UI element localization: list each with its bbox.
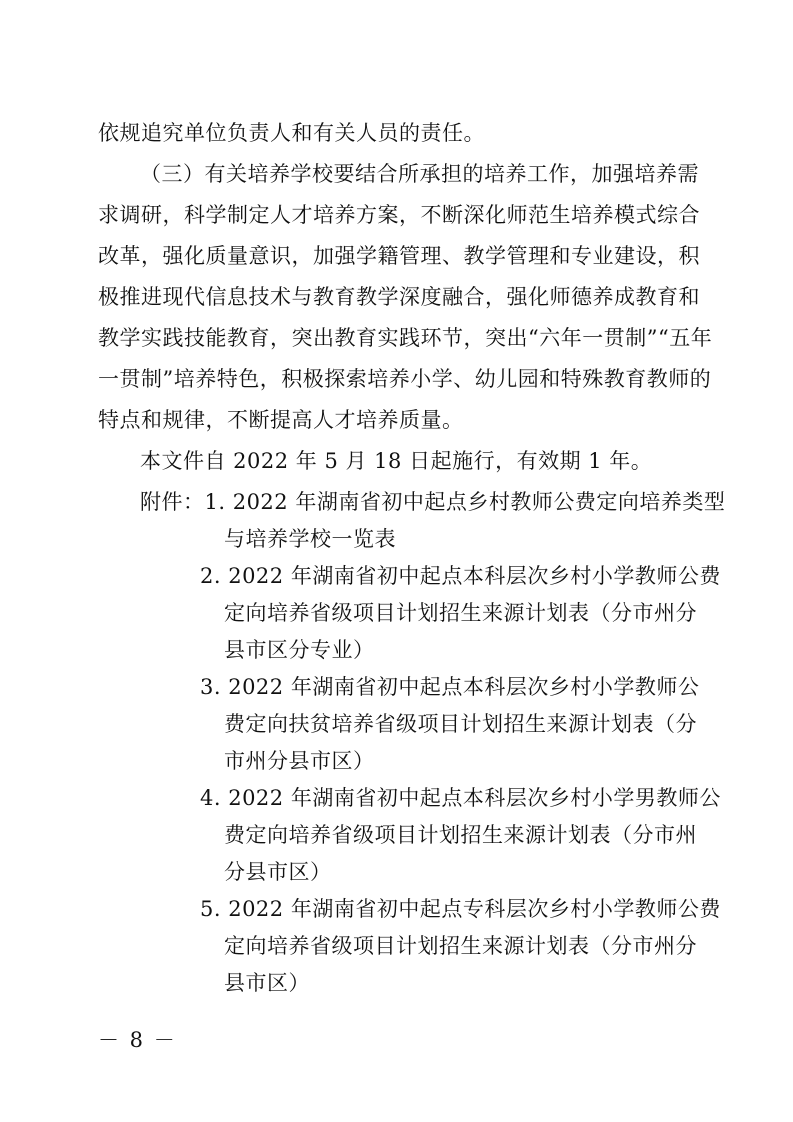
body-line-1: 依规追究单位负责人和有关人员的责任。 bbox=[98, 121, 485, 145]
attachment-line-2: 与培养学校一览表 bbox=[224, 527, 396, 551]
attachment-line-9: 4. 2022 年湖南省初中起点本科层次乡村小学男教师公 bbox=[200, 786, 721, 810]
attachment-line-7: 费定向扶贫培养省级项目计划招生来源计划表（分 bbox=[224, 712, 697, 736]
attachment-line-12: 5. 2022 年湖南省初中起点专科层次乡村小学教师公费 bbox=[200, 897, 721, 921]
effective-date-line: 本文件自 2022 年 5 月 18 日起施行，有效期 1 年。 bbox=[140, 449, 653, 473]
attachment-line-14: 县市区） bbox=[224, 971, 310, 995]
attachment-line-4: 定向培养省级项目计划招生来源计划表（分市州分 bbox=[224, 601, 697, 625]
attachment-line-8: 市州分县市区） bbox=[224, 749, 375, 773]
attachment-line-13: 定向培养省级项目计划招生来源计划表（分市州分 bbox=[224, 934, 697, 958]
body-line-6: 教学实践技能教育，突出教育实践环节，突出“六年一贯制”“五年 bbox=[98, 326, 713, 350]
body-line-7: 一贯制”培养特色，积极探索培养小学、幼儿园和特殊教育教师的 bbox=[98, 367, 712, 391]
page-number: － 8 － bbox=[98, 1028, 177, 1052]
attachment-line-5: 县市区分专业） bbox=[224, 638, 375, 662]
body-line-5: 极推进现代信息技术与教育教学深度融合，强化师德养成教育和 bbox=[98, 285, 700, 309]
body-line-2: （三）有关培养学校要结合所承担的培养工作，加强培养需 bbox=[140, 162, 699, 186]
attachment-line-10: 费定向培养省级项目计划招生来源计划表（分市州 bbox=[224, 823, 697, 847]
attachment-line-1: 附件：1. 2022 年湖南省初中起点乡村教师公费定向培养类型 bbox=[140, 490, 726, 514]
attachment-line-6: 3. 2022 年湖南省初中起点本科层次乡村小学教师公 bbox=[200, 675, 700, 699]
attachment-line-3: 2. 2022 年湖南省初中起点本科层次乡村小学教师公费 bbox=[200, 564, 721, 588]
body-line-3: 求调研，科学制定人才培养方案，不断深化师范生培养模式综合 bbox=[98, 203, 700, 227]
body-line-4: 改革，强化质量意识，加强学籍管理、教学管理和专业建设，积 bbox=[98, 244, 700, 268]
attachment-line-11: 分县市区） bbox=[224, 860, 332, 884]
body-line-8: 特点和规律，不断提高人才培养质量。 bbox=[98, 408, 464, 432]
